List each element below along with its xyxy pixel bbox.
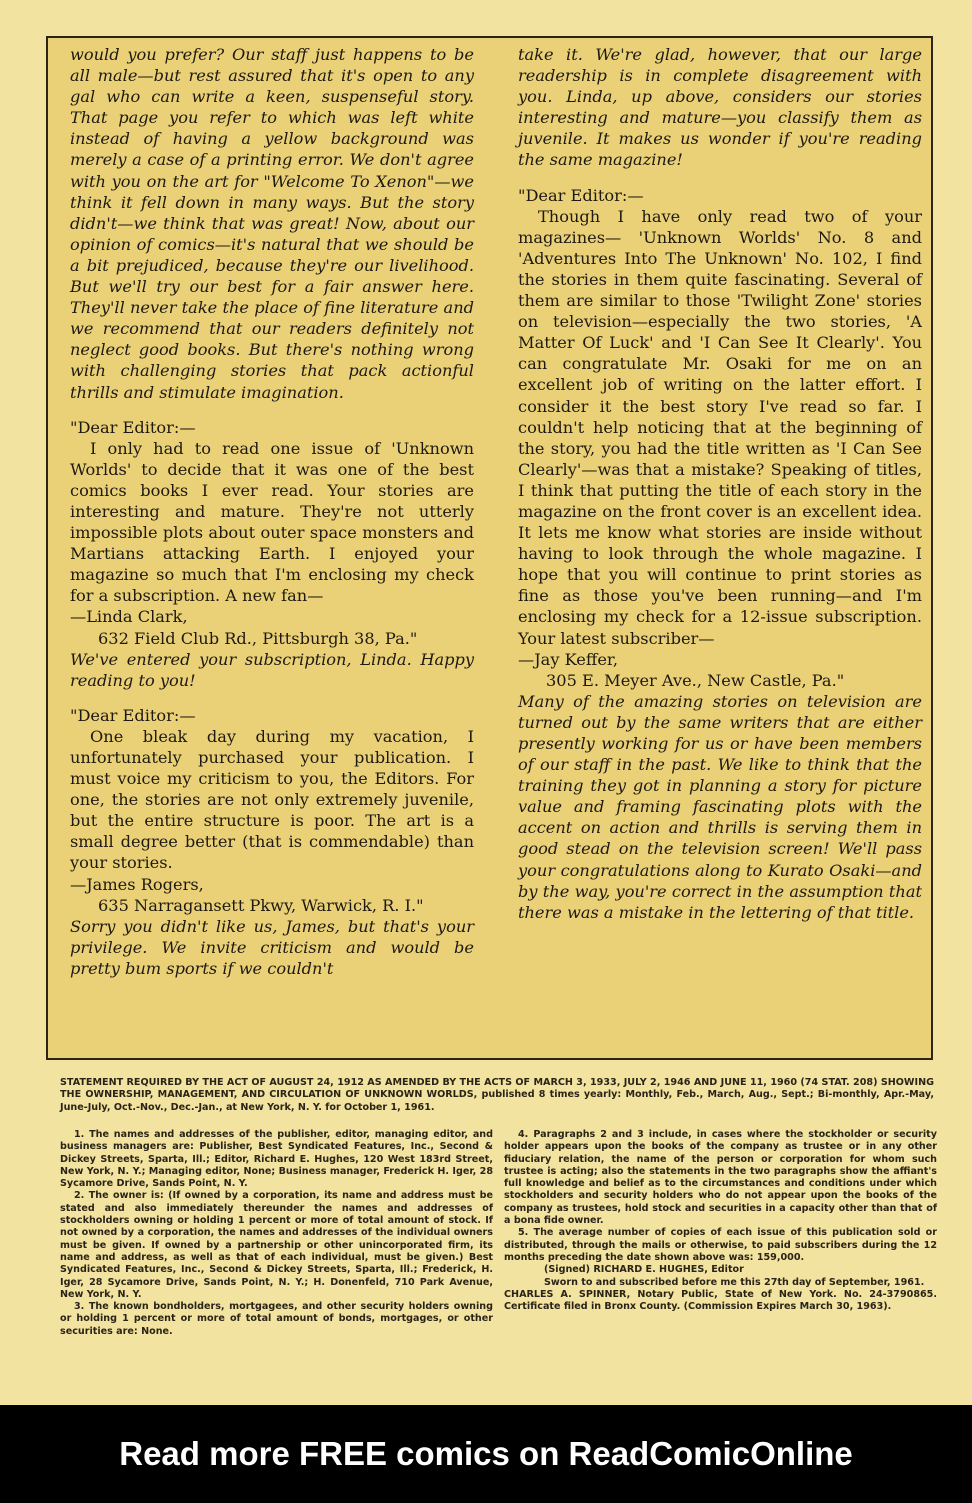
- letters-left-column: [70, 44, 474, 979]
- promo-banner-text: Read more FREE comics on ReadComicOnline: [119, 1435, 853, 1472]
- letters-panel: [46, 36, 933, 1060]
- statement-item: 1. The names and addresses of the publisher, editor, managing editor, and business managers are: Publisher, Best Syndicated Features, Inc., Second & Dickey Streets, Sparta, Ill.; Editor, Richard E. Hughes, 120 West 183rd Street, New York, N. Y.; Managing editor, None; Business manager, Frederick H. Iger, 28 Sycamore Drive, Sands Point, N. Y.: [60, 1129, 493, 1190]
- promo-banner[interactable]: [0, 1405, 972, 1503]
- ownership-statement: [60, 1077, 937, 1337]
- statement-item: 4. Paragraphs 2 and 3 include, in cases where the stockholder or security holder appears upon the books of the company as trustee or in any other fiduciary relation, the name of the person or corporation for whom such trustee is acting; also the statements in the two paragraphs show the affiant's full knowledge and belief as to the circumstances and conditions under which stockholders and security holders who do not appear upon the books of the company as trustees, hold stock and securities in a capacity other than that of a bona fide owner.: [504, 1129, 937, 1227]
- statement-right-column: [504, 1129, 937, 1313]
- letter-signature: —Linda Clark,: [70, 607, 188, 627]
- letter-salutation: "Dear Editor:—: [70, 705, 196, 725]
- letters-right-column: [518, 44, 922, 923]
- letter-salutation: "Dear Editor:—: [518, 185, 644, 205]
- statement-signature: (Signed) RICHARD E. HUGHES, Editor: [544, 1264, 744, 1276]
- editor-reply: We've entered your subscription, Linda. Happy reading to you!: [70, 649, 474, 690]
- statement-notary: CHARLES A. SPINNER, Notary Public, State of New York. No. 24-3790865. Certificate filed in Bronx County. (Commission Expires March 30, 1963).: [504, 1288, 937, 1313]
- letter-address: 635 Narragansett Pkwy, Warwick, R. I.": [98, 895, 424, 915]
- letter-signature: —Jay Keffer,: [518, 649, 619, 669]
- letter-salutation: "Dear Editor:—: [70, 417, 196, 437]
- editor-reply: Many of the amazing stories on television are turned out by the same writers that are either presently working for us or have been members of our staff in the past. We like to think that the training they got in planning a story for picture value and framing fascinating plots with the accent on action and thrills is serving them in good stead on the television screen! We'll pass your congratulations along to Kurato Osaki—and by the way, you're correct in the assumption that there was a mistake in the lettering of that title.: [518, 691, 922, 922]
- letter-body: Though I have only read two of your magazines— 'Unknown Worlds' No. 8 and 'Adventures Into The Unknown' No. 102, I find the stories in them quite fascinating. Several of them are similar to those 'Twilight Zone' stories on television—especially the two stories, 'A Matter Of Luck' and 'I Can See It Clearly'. You can congratulate Mr. Osaki for me on an excellent job of writing on the latter effort. I consider it the best story I've read so far. I couldn't help noticing that at the beginning of the story, you had the title written as 'I Can See Clearly'—was that a mistake? Speaking of titles, I think that putting the title of each story in the magazine on the front cover is an excellent idea. It lets me know what stories are inside without having to look through the whole magazine. I hope that you will continue to print stories as fine as those you've been running—and I'm enclosing my check for a 12-issue subscription. Your latest subscriber—: [518, 206, 922, 648]
- statement-left-column: [60, 1129, 493, 1338]
- letter-address: 305 E. Meyer Ave., New Castle, Pa.": [546, 670, 845, 690]
- editor-reply: Sorry you didn't like us, James, but that's your privilege. We invite criticism and would be pretty bum sports if we couldn't: [70, 916, 474, 978]
- letter-signature: —James Rogers,: [70, 874, 204, 894]
- statement-item: 5. The average number of copies of each issue of this publication sold or distributed, through the mails or otherwise, to paid subscribers during the 12 months preceding the date shown above was: 159,000.: [504, 1227, 937, 1263]
- editor-reply-continued: take it. We're glad, however, that our large readership is in complete disagreement with you. Linda, up above, considers our stories interesting and mature—you classify them as juvenile. It makes us wonder if you're reading the same magazine!: [518, 45, 922, 170]
- letter-address: 632 Field Club Rd., Pittsburgh 38, Pa.": [98, 628, 418, 648]
- statement-heading: STATEMENT REQUIRED BY THE ACT OF AUGUST 24, 1912 AS AMENDED BY THE ACTS OF MARCH 3, 1933, JULY 2, 1946 AND JUNE 11, 1960 (74 STAT. 208) SHOWING THE OWNERSHIP, MANAGEMENT, AND CIRCULATION OF UNKNOWN WORLDS, published 8 times yearly: Monthly, Feb., March, Aug., Sept.; Bi-monthly, Apr.-May, June-July, Oct.-Nov., Dec.-Jan., at New York, N. Y. for October 1, 1961.: [60, 1077, 934, 1113]
- letter-body: One bleak day during my vacation, I unfortunately purchased your publication. I must voice my criticism to you, the Editors. For one, the stories are not only extremely juvenile, but the entire structure is poor. The art is a small degree better (that is commendable) than your stories.: [70, 726, 474, 873]
- statement-item: 3. The known bondholders, mortgagees, and other security holders owning or holding 1 percent or more of total amount of bonds, mortgages, or other securities are: None.: [60, 1301, 493, 1337]
- letter-body: I only had to read one issue of 'Unknown Worlds' to decide that it was one of the best comics books I ever read. Your stories are interesting and mature. They're not utterly impossible plots about outer space monsters and Martians attacking Earth. I enjoyed your magazine so much that I'm enclosing my check for a subscription. A new fan—: [70, 438, 474, 606]
- statement-sworn: Sworn to and subscribed before me this 27th day of September, 1961.: [544, 1276, 925, 1288]
- editor-reply-continued: would you prefer? Our staff just happens to be all male—but rest assured that it's open to any gal who can write a keen, suspenseful story. That page you refer to which was left white instead of having a yellow background was merely a case of a printing error. We don't agree with you on the art for "Welcome To Xenon"—we think it fell down in many ways. But the story didn't—we think that was great! Now, about our opinion of comics—it's natural that we should be a bit prejudiced, because they're our livelihood. But we'll try our best for a fair answer here. They'll never take the place of fine literature and we recommend that our readers definitely not neglect good books. But there's nothing wrong with challenging stories that pack actionful thrills and stimulate imagination.: [70, 45, 474, 402]
- statement-item: 2. The owner is: (If owned by a corporation, its name and address must be stated and also immediately thereunder the names and addresses of stockholders owning or holding 1 percent or more of total amount of stock. If not owned by a corporation, the names and addresses of the individual owners must be given. If owned by a partnership or other unincorporated firm, its name and address, as well as that of each individual, must be given.) Best Syndicated Features, Inc., Second & Dickey Streets, Sparta, Ill.; Frederick, H. Iger, 28 Sycamore Drive, Sands Point, N. Y.; H. Donenfeld, 710 Park Avenue, New York, N. Y.: [60, 1190, 493, 1300]
